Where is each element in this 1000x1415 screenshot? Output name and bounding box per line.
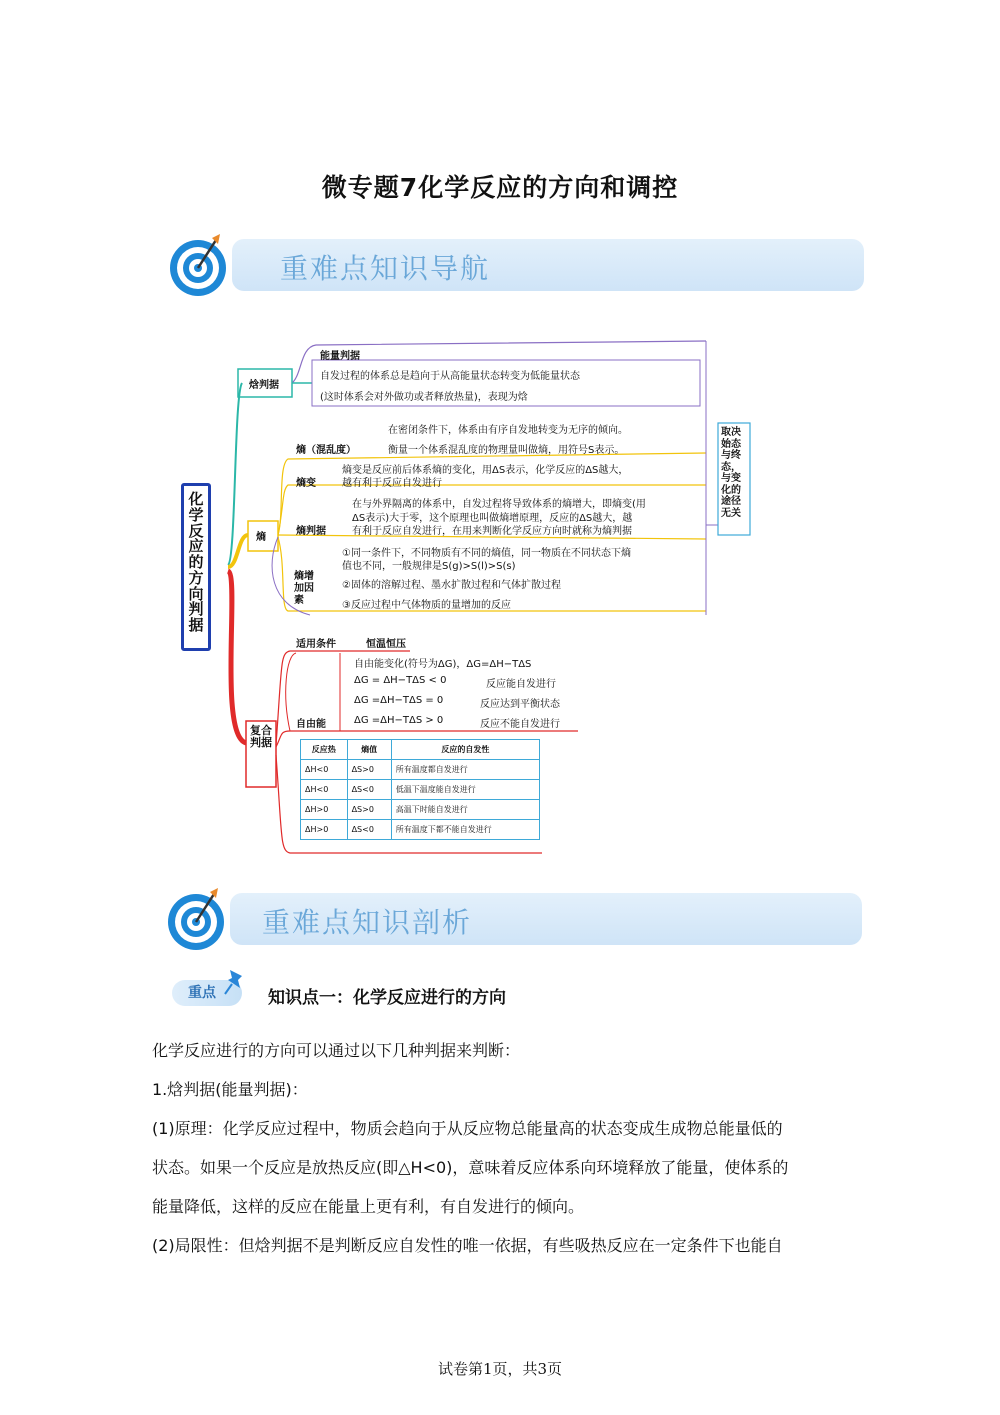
- enthalpy-line-2: (这时体系会对外做功或者释放热量)，表现为焓: [320, 392, 528, 403]
- free-energy-result-2: 反应达到平衡状态: [480, 699, 560, 710]
- table-row: [301, 780, 540, 800]
- table-cell: ΔH>0: [301, 820, 348, 840]
- key-point-badge-label: 重点: [188, 985, 216, 1001]
- table-header-cell: 反应热: [301, 740, 348, 760]
- free-energy-def: 自由能变化(符号为ΔG)，ΔG=ΔH−TΔS: [354, 659, 532, 670]
- paragraph: 化学反应进行的方向可以通过以下几种判据来判断：: [152, 1041, 521, 1060]
- enthalpy-line-1: 自发过程的体系总是趋向于从高能量状态转变为低能量状态: [320, 371, 580, 382]
- entropy-criterion-text-3: 有利于反应自发进行，在用来判断化学反应方向时就称为熵判据: [352, 526, 632, 537]
- entropy-factor-2: ②固体的溶解过程、墨水扩散过程和气体扩散过程: [342, 580, 561, 591]
- free-energy-eq-2: ΔG =ΔH−TΔS = 0: [354, 695, 444, 706]
- analysis-banner: [166, 886, 866, 956]
- table-row: [301, 820, 540, 840]
- entropy-change-text-2: 越有利于反应自发进行: [342, 478, 442, 489]
- free-energy-result-3: 反应不能自发进行: [480, 719, 560, 730]
- mind-map-root: [181, 483, 211, 651]
- mind-map: [170, 335, 770, 865]
- mind-map-root-label: 化学反应的方向判据: [188, 490, 204, 634]
- table-cell: ΔH<0: [301, 760, 348, 780]
- entropy-factor-1a: ①同一条件下，不同物质有不同的熵值，同一物质在不同状态下熵: [342, 548, 631, 559]
- state-function-note: 取决始态与终态，与变化的途径无关: [721, 427, 741, 519]
- condition-label: 适用条件: [296, 639, 336, 650]
- entropy-criterion-text-2: ΔS表示)大于零，这个原理也叫做熵增原理，反应的ΔS越大，越: [352, 513, 633, 524]
- table-cell: ΔS<0: [347, 820, 391, 840]
- free-energy-eq-3: ΔG =ΔH−TΔS > 0: [354, 715, 444, 726]
- entropy-criterion-label: 熵判据: [296, 526, 326, 537]
- target-icon: [168, 234, 230, 296]
- analysis-banner-title: 重难点知识剖析: [262, 906, 473, 939]
- target-icon: [166, 888, 228, 950]
- nav-banner-title: 重难点知识导航: [280, 252, 491, 285]
- paragraph: 能量降低，这样的反应在能量上更有利，有自发进行的倾向。: [152, 1197, 585, 1216]
- spontaneity-table: [300, 739, 540, 840]
- table-cell: 所有温度下都不能自发进行: [391, 820, 539, 840]
- table-cell: ΔS>0: [347, 800, 391, 820]
- entropy-criterion-text-1: 在与外界隔离的体系中，自发过程将导致体系的熵增大，即熵变(用: [352, 499, 646, 510]
- table-cell: 高温下时能自发进行: [391, 800, 539, 820]
- table-header-cell: 反应的自发性: [391, 740, 539, 760]
- table-header-row: [301, 740, 540, 760]
- table-row: [301, 800, 540, 820]
- entropy-def-text: 衡量一个体系混乱度的物理量叫做熵，用符号S表示。: [388, 445, 625, 456]
- free-energy-eq-1: ΔG = ΔH−TΔS < 0: [354, 675, 447, 686]
- nav-banner-bar: [232, 239, 864, 291]
- table-cell: ΔH>0: [301, 800, 348, 820]
- paragraph: 1.焓判据(能量判据)：: [152, 1080, 308, 1099]
- pushpin-icon: [222, 966, 248, 996]
- entropy-def-label: 熵（混乱度）: [296, 445, 356, 456]
- enthalpy-heading: 能量判据: [320, 351, 360, 362]
- table-cell: ΔS>0: [347, 760, 391, 780]
- page-title: 微专题7化学反应的方向和调控: [321, 173, 679, 202]
- entropy-intro: 在密闭条件下，体系由有序自发地转变为无序的倾向。: [388, 425, 628, 436]
- entropy-factor-3: ③反应过程中气体物质的量增加的反应: [342, 600, 511, 611]
- entropy-factor-1b: 值也不同，一般规律是S(g)>S(l)>S(s): [342, 561, 516, 572]
- entropy-label: 熵: [256, 532, 266, 543]
- entropy-change-label: 熵变: [296, 478, 316, 489]
- analysis-banner-bar: [230, 893, 862, 945]
- condition-value: 恒温恒压: [366, 639, 406, 650]
- free-energy-result-1: 反应能自发进行: [486, 679, 556, 690]
- key-point-heading: 知识点一：化学反应进行的方向: [268, 988, 506, 1008]
- table-cell: 所有温度都自发进行: [391, 760, 539, 780]
- nav-banner: [168, 232, 868, 302]
- table-cell: ΔH<0: [301, 780, 348, 800]
- paragraph: 状态。如果一个反应是放热反应(即△H<0)，意味着反应体系向环境释放了能量，使体系的: [152, 1158, 789, 1177]
- paragraph: (1)原理：化学反应过程中，物质会趋向于从反应物总能量高的状态变成生成物总能量低的: [152, 1119, 783, 1138]
- composite-label: 复合判据: [250, 724, 272, 749]
- paragraph: (2)局限性：但焓判据不是判断反应自发性的唯一依据，有些吸热反应在一定条件下也能自: [152, 1236, 783, 1255]
- entropy-factor-label: 熵增加因素: [294, 571, 314, 606]
- table-row: [301, 760, 540, 780]
- table-header-cell: 熵值: [347, 740, 391, 760]
- table-cell: ΔS<0: [347, 780, 391, 800]
- entropy-change-text-1: 熵变是反应前后体系熵的变化，用ΔS表示，化学反应的ΔS越大，: [342, 465, 629, 476]
- enthalpy-label: 焓判据: [249, 380, 279, 391]
- page-footer: 试卷第1页，共3页: [437, 1360, 563, 1378]
- table-cell: 低温下温度能自发进行: [391, 780, 539, 800]
- free-energy-label: 自由能: [296, 719, 326, 730]
